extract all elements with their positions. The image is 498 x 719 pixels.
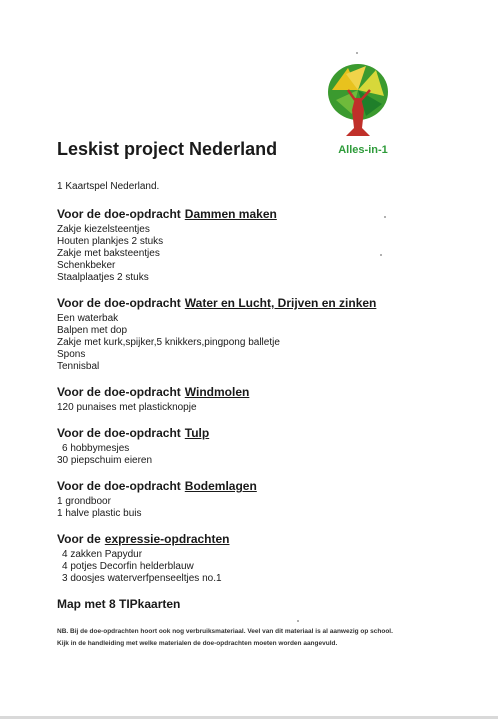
logo-text: Alles-in-1 (338, 144, 388, 156)
list-item: 6 hobbymesjes (62, 443, 130, 454)
material-sections (57, 207, 457, 611)
list-item: 1 halve plastic buis (57, 508, 142, 519)
section-heading (57, 426, 457, 441)
list-item: Balpen met dop (57, 325, 128, 336)
list-item: Tennisbal (57, 361, 100, 372)
list-item: Zakje met baksteentjes (57, 248, 160, 259)
section-heading (57, 207, 457, 222)
section-prefix: Voor de doe-opdracht (57, 296, 181, 310)
section-topic: expressie-opdrachten (104, 532, 230, 546)
section-windmolen (57, 385, 457, 414)
section-prefix: Voor de doe-opdracht (57, 479, 181, 493)
list-item: 3 doosjes waterverfpenseeltjes no.1 (62, 573, 222, 584)
list-item: Zakje kiezelsteentjes (57, 224, 150, 235)
tree-logo-icon (322, 60, 394, 144)
list-item: Schenkbeker (57, 260, 116, 271)
list-item: Een waterbak (57, 313, 119, 324)
list-item: 1 grondboor (57, 496, 111, 507)
section-topic: Tulp (184, 426, 210, 440)
section-prefix: Voor de (57, 532, 101, 546)
section-water-en-lucht (57, 296, 457, 373)
section-heading (57, 385, 457, 400)
scan-speck (384, 216, 386, 218)
section-topic: Bodemlagen (184, 479, 257, 493)
section-topic: Water en Lucht, Drijven en zinken (184, 296, 377, 310)
scan-speck (356, 52, 358, 54)
list-item: 30 piepschuim eieren (57, 455, 153, 466)
intro-line: 1 Kaartspel Nederland. (57, 181, 160, 192)
section-bodemlagen (57, 479, 457, 520)
section-heading (57, 296, 457, 311)
list-item: 4 potjes Decorfin helderblauw (62, 561, 194, 572)
list-item: Spons (57, 349, 86, 360)
list-item: 4 zakken Papydur (62, 549, 143, 560)
list-item: Staalplaatjes 2 stuks (57, 272, 149, 283)
footnote (57, 626, 457, 650)
section-prefix: Voor de doe-opdracht (57, 426, 181, 440)
section-topic: Dammen maken (184, 207, 277, 221)
footnote-line: Kijk in de handleiding met welke materialen de doe-opdrachten moeten worden aangevuld. (57, 640, 338, 647)
page-title: Leskist project Nederland (57, 139, 278, 159)
section-expressie-opdrachten (57, 532, 457, 585)
closing-line: Map met 8 TIPkaarten (57, 597, 181, 611)
section-topic: Windmolen (184, 385, 250, 399)
list-item: 120 punaises met plasticknopje (57, 402, 197, 413)
section-heading (57, 479, 457, 494)
section-prefix: Voor de doe-opdracht (57, 385, 181, 399)
section-dammen-maken (57, 207, 457, 284)
section-prefix: Voor de doe-opdracht (57, 207, 181, 221)
list-item: Houten plankjes 2 stuks (57, 236, 164, 247)
list-item: Zakje met kurk,spijker,5 knikkers,pingpong balletje (57, 337, 280, 348)
section-heading (57, 532, 457, 547)
scan-speck (297, 620, 299, 622)
section-tulp (57, 426, 457, 467)
scan-speck (380, 254, 382, 256)
footnote-line: NB. Bij de doe-opdrachten hoort ook nog verbruiksmateriaal. Veel van dit materiaal is al aanwezig op school. (57, 628, 393, 635)
